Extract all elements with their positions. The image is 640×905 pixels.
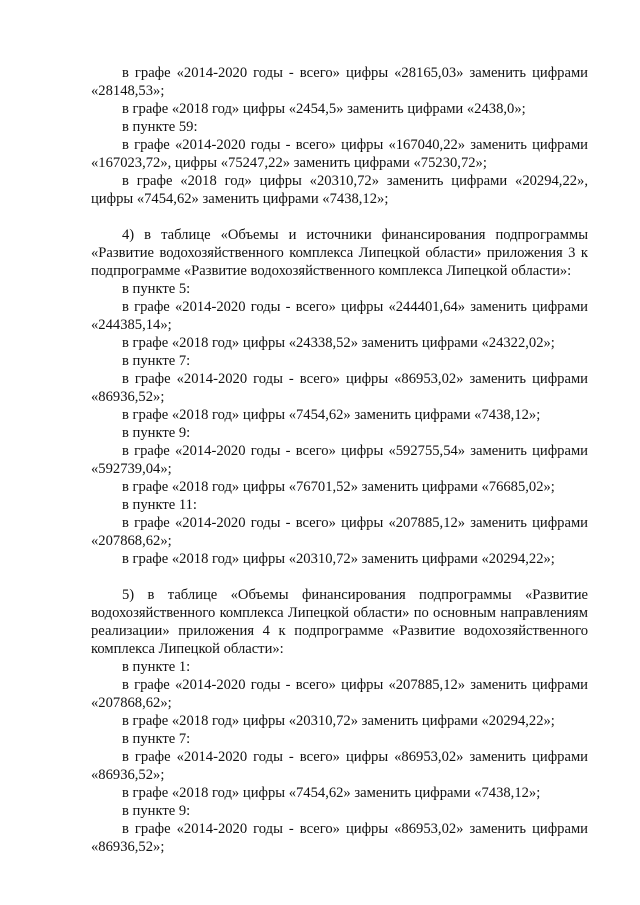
- paragraph: 5) в таблице «Объемы финансирования подпрограммы «Развитие водохозяйственного комплекса Липецкой области» по основным направлениям реализации» приложения 4 к подпрограмме «Развитие водохозяйственного комплекса Липецкой области»:: [91, 587, 588, 657]
- paragraph: в пункте 9:: [122, 803, 191, 819]
- paragraph: в графе «2014-2020 годы - всего» цифры «28165,03» заменить цифрами «28148,53»;: [91, 65, 588, 99]
- paragraph: в графе «2018 год» цифры «7454,62» заменить цифрами «7438,12»;: [122, 407, 541, 423]
- paragraph: в графе «2014-2020 годы - всего» цифры «167040,22» заменить цифрами «167023,72», цифры «75247,22» заменить цифрами «75230,72»;: [91, 137, 588, 171]
- paragraph: 4) в таблице «Объемы и источники финансирования подпрограммы «Развитие водохозяйственного комплекса Липецкой области» приложения 3 к подпрограмме «Развитие водохозяйственного комплекса Липецкой области»:: [91, 227, 588, 279]
- paragraph: в пункте 7:: [122, 731, 191, 747]
- paragraph: в графе «2018 год» цифры «20310,72» заменить цифрами «20294,22», цифры «7454,62» заменить цифрами «7438,12»;: [91, 173, 588, 207]
- paragraph: в графе «2018 год» цифры «20310,72» заменить цифрами «20294,22»;: [122, 713, 555, 729]
- paragraph: в графе «2018 год» цифры «20310,72» заменить цифрами «20294,22»;: [122, 551, 555, 567]
- paragraph-spacer: [91, 208, 588, 226]
- paragraph: в графе «2014-2020 годы - всего» цифры «86953,02» заменить цифрами «86936,52»;: [91, 371, 588, 405]
- paragraph: в графе «2014-2020 годы - всего» цифры «244401,64» заменить цифрами «244385,14»;: [91, 299, 588, 333]
- paragraph: в пункте 5:: [122, 281, 191, 297]
- paragraph: в пункте 7:: [122, 353, 191, 369]
- paragraph: в графе «2018 год» цифры «2454,5» заменить цифрами «2438,0»;: [122, 101, 526, 117]
- document-body: [91, 64, 588, 856]
- paragraph: в пункте 1:: [122, 659, 191, 675]
- paragraph: в графе «2014-2020 годы - всего» цифры «207885,12» заменить цифрами «207868,62»;: [91, 515, 588, 549]
- paragraph: в графе «2014-2020 годы - всего» цифры «207885,12» заменить цифрами «207868,62»;: [91, 677, 588, 711]
- paragraph: в графе «2018 год» цифры «76701,52» заменить цифрами «76685,02»;: [122, 479, 555, 495]
- paragraph: в графе «2014-2020 годы - всего» цифры «86953,02» заменить цифрами «86936,52»;: [91, 821, 588, 855]
- paragraph: в графе «2018 год» цифры «24338,52» заменить цифрами «24322,02»;: [122, 335, 555, 351]
- paragraph: в графе «2014-2020 годы - всего» цифры «592755,54» заменить цифрами «592739,04»;: [91, 443, 588, 477]
- paragraph-spacer: [91, 568, 588, 586]
- paragraph: в пункте 59:: [122, 119, 198, 135]
- paragraph: в пункте 9:: [122, 425, 191, 441]
- paragraph: в графе «2018 год» цифры «7454,62» заменить цифрами «7438,12»;: [122, 785, 541, 801]
- paragraph: в графе «2014-2020 годы - всего» цифры «86953,02» заменить цифрами «86936,52»;: [91, 749, 588, 783]
- paragraph: в пункте 11:: [122, 497, 197, 513]
